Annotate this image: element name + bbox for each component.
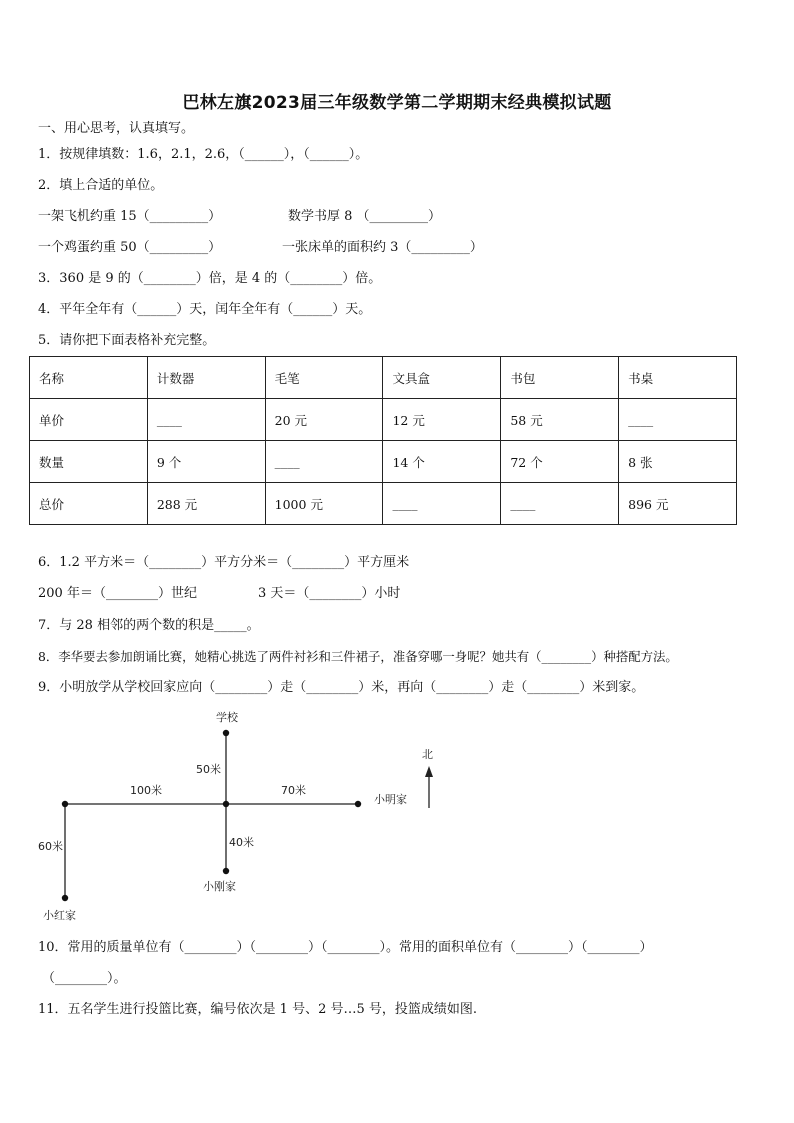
question-9: 9．小明放学从学校回家应向（________）走（________）米，再向（________）走（________）米到家。 xyxy=(38,680,645,695)
north-arrow-icon xyxy=(425,766,433,777)
table-cell: 8 张 xyxy=(619,441,737,483)
xiaoming-home-label: 小明家 xyxy=(374,793,407,806)
question-2: 2．填上合适的单位。 xyxy=(38,178,164,193)
table-cell: 288 元 xyxy=(147,483,265,525)
table-cell: 书包 xyxy=(501,357,619,399)
question-3: 3．360 是 9 的（________）倍，是 4 的（________）倍。 xyxy=(38,271,382,286)
question-10-continued: （________）。 xyxy=(42,971,127,986)
table-cell: 20 元 xyxy=(265,399,383,441)
table-cell: 896 元 xyxy=(619,483,737,525)
table-cell: ____ xyxy=(147,399,265,441)
corner-point xyxy=(62,801,68,807)
table-header-row xyxy=(30,357,737,399)
table-cell: 58 元 xyxy=(501,399,619,441)
question-5: 5．请你把下面表格补充完整。 xyxy=(38,333,216,348)
crossing-point xyxy=(223,801,229,807)
route-map xyxy=(0,700,794,930)
table-cell: ____ xyxy=(265,441,383,483)
table-cell: ____ xyxy=(619,399,737,441)
xiaohong-home-label: 小红家 xyxy=(43,909,76,922)
question-10: 10．常用的质量单位有（________）（________）（________）。常用的面积单位有（________）（________） xyxy=(38,940,653,955)
distance-40-label: 40米 xyxy=(229,836,254,849)
table-cell: 总价 xyxy=(30,483,148,525)
table-cell: 14 个 xyxy=(383,441,501,483)
page-title: 巴林左旗2023届三年级数学第二学期期末经典模拟试题 xyxy=(182,93,612,113)
table-cell: 9 个 xyxy=(147,441,265,483)
section-heading: 一、用心思考，认真填写。 xyxy=(38,121,195,136)
question-2-item-sheet: 一张床单的面积约 3（_________） xyxy=(282,240,483,255)
xiaogang-home-point xyxy=(223,868,229,874)
question-6-hours: 3 天＝（________）小时 xyxy=(258,586,401,601)
question-6-century: 200 年＝（________）世纪 xyxy=(38,586,197,601)
table-cell: 12 元 xyxy=(383,399,501,441)
school-point xyxy=(223,730,229,736)
question-7: 7．与 28 相邻的两个数的积是_____。 xyxy=(38,618,260,633)
question-8: 8．李华要去参加朗诵比赛，她精心挑选了两件衬衫和三件裙子，准备穿哪一身呢？她共有（________）种搭配方法。 xyxy=(38,649,678,664)
table-cell: 单价 xyxy=(30,399,148,441)
table-cell: 毛笔 xyxy=(265,357,383,399)
table-cell: 1000 元 xyxy=(265,483,383,525)
question-2-item-book: 数学书厚 8 （_________） xyxy=(288,209,442,224)
north-label: 北 xyxy=(422,748,433,761)
question-11: 11．五名学生进行投篮比赛，编号依次是 1 号、2 号…5 号，投篮成绩如图. xyxy=(38,1002,478,1017)
xiaogang-home-label: 小刚家 xyxy=(203,880,236,893)
table-row xyxy=(30,399,737,441)
distance-70-label: 70米 xyxy=(281,784,306,797)
question-4: 4．平年全年有（______）天，闰年全年有（______）天。 xyxy=(38,302,372,317)
table-cell: 计数器 xyxy=(147,357,265,399)
distance-60-label: 60米 xyxy=(38,840,63,853)
school-label: 学校 xyxy=(216,711,238,724)
question-2-item-egg: 一个鸡蛋约重 50（_________） xyxy=(38,240,222,255)
table-cell: 名称 xyxy=(30,357,148,399)
table-cell: 数量 xyxy=(30,441,148,483)
table-cell: 72 个 xyxy=(501,441,619,483)
question-6: 6．1.2 平方米＝（________）平方分米＝（________）平方厘米 xyxy=(38,555,410,570)
xiaoming-home-point xyxy=(355,801,361,807)
question-1: 1．按规律填数：1.6，2.1，2.6，（______），（______）。 xyxy=(38,147,369,162)
table-cell: 文具盒 xyxy=(383,357,501,399)
question-2-item-plane: 一架飞机约重 15（_________） xyxy=(38,209,222,224)
table-cell: ____ xyxy=(501,483,619,525)
distance-100-label: 100米 xyxy=(130,784,162,797)
table-row xyxy=(30,483,737,525)
table-cell: 书桌 xyxy=(619,357,737,399)
xiaohong-home-point xyxy=(62,895,68,901)
distance-50-label: 50米 xyxy=(196,763,221,776)
price-table xyxy=(29,356,737,525)
table-row xyxy=(30,441,737,483)
table-cell: ____ xyxy=(383,483,501,525)
